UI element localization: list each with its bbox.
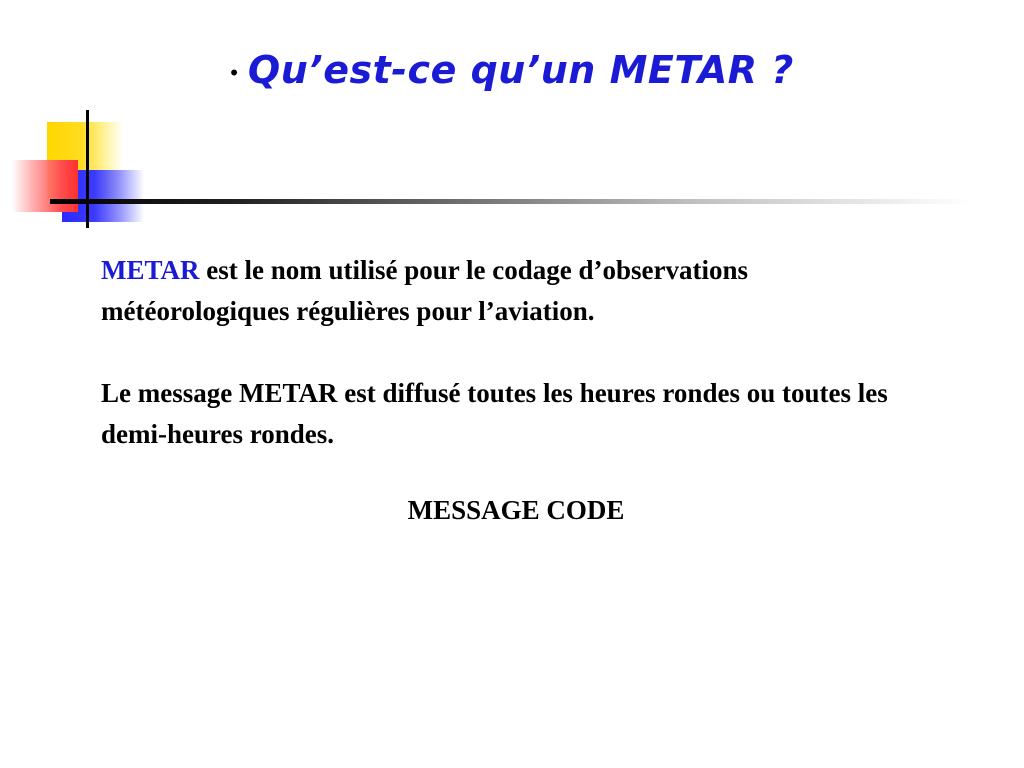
vertical-line-decoration xyxy=(86,110,89,228)
slide-title: Qu’est-ce qu’un METAR ? xyxy=(247,48,794,92)
body-text xyxy=(101,250,941,455)
title-row xyxy=(0,48,1024,92)
keyword-metar: METAR xyxy=(101,255,200,285)
bullet-icon: • xyxy=(230,60,238,86)
definition-text: est le nom utilisé pour le codage d’observations météorologiques régulières pour l’aviation. xyxy=(101,255,748,326)
horizontal-rule-decoration xyxy=(50,199,970,204)
message-code-label: MESSAGE CODE xyxy=(407,495,625,525)
paragraph-broadcast: Le message METAR est diffusé toutes les heures rondes ou toutes les demi-heures rondes. xyxy=(101,378,888,449)
paragraph-definition xyxy=(101,250,941,332)
red-square-decoration xyxy=(12,160,78,212)
